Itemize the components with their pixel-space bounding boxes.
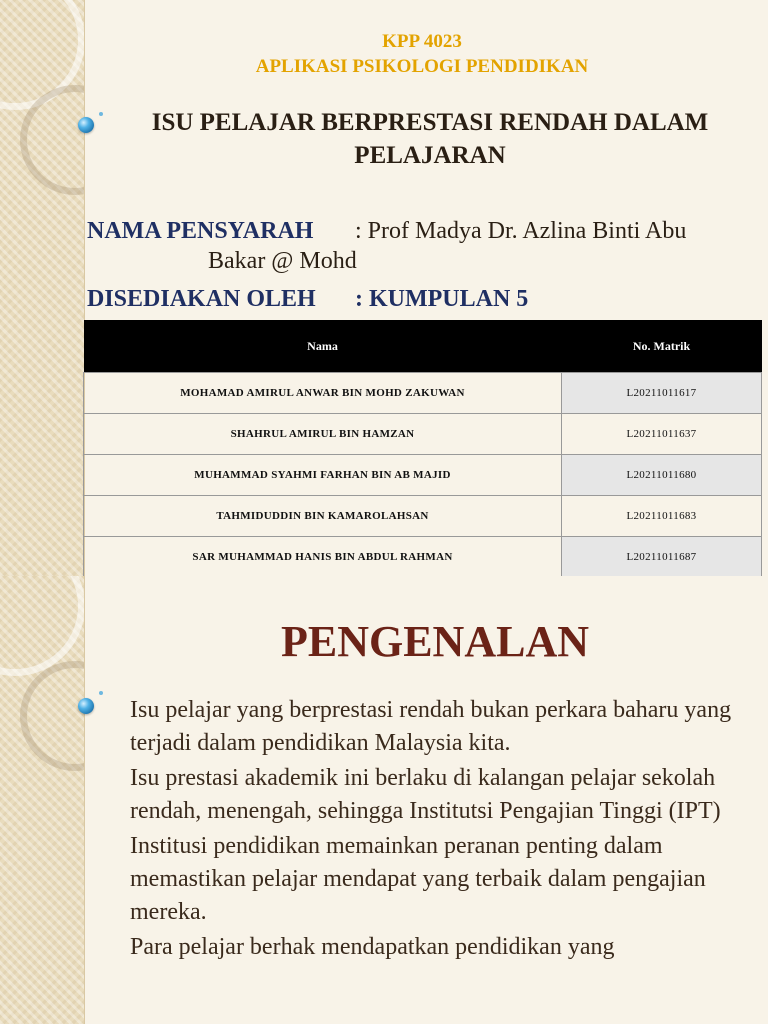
presentation-title (100, 106, 760, 172)
decorative-side-strip (0, 576, 85, 1024)
decorative-ring (20, 661, 85, 771)
student-name: SAR MUHAMMAD HANIS BIN ABDUL RAHMAN (84, 537, 562, 577)
lecturer-value-line-2: Bakar @ Mohd (208, 248, 357, 274)
prepared-by-label: DISEDIAKAN OLEH (87, 286, 316, 312)
table-header-row (84, 320, 762, 373)
student-matric: L20211011637 (562, 414, 762, 455)
course-code: KPP 4023 (382, 31, 462, 52)
bullet-orb-icon (78, 117, 94, 133)
slide-introduction (0, 576, 768, 1024)
column-header-matric: No. Matrik (562, 320, 762, 373)
student-table (83, 320, 762, 576)
lecturer-label: NAMA PENSYARAH (87, 218, 314, 244)
bullet-orb-icon (78, 698, 94, 714)
table-row (84, 496, 762, 537)
table-row (84, 455, 762, 496)
paragraph: Isu prestasi akademik ini berlaku di kalangan pelajar sekolah rendah, menengah, sehingga Institutsi Pengajian Tinggi (IPT) (130, 765, 721, 824)
student-name: TAHMIDUDDIN BIN KAMAROLAHSAN (84, 496, 562, 537)
student-name: MOHAMAD AMIRUL ANWAR BIN MOHD ZAKUWAN (84, 373, 562, 414)
paragraph: Isu pelajar yang berprestasi rendah bukan perkara baharu yang terjadi dalam pendidikan Malaysia kita. (130, 697, 732, 756)
title-line-2: PELAJARAN (354, 142, 506, 169)
table-row (84, 373, 762, 414)
student-name: MUHAMMAD SYAHMI FARHAN BIN AB MAJID (84, 455, 562, 496)
table-row (84, 537, 762, 577)
paragraph: Para pelajar berhak mendapatkan pendidikan yang (130, 934, 615, 960)
student-matric: L20211011687 (562, 537, 762, 577)
intro-paragraphs (130, 694, 750, 966)
title-line-1: ISU PELAJAR BERPRESTASI RENDAH DALAM (151, 109, 709, 136)
course-name: APLIKASI PSIKOLOGI PENDIDIKAN (255, 56, 589, 77)
small-dot-icon (99, 691, 103, 695)
prepared-by-value: : KUMPULAN 5 (355, 286, 529, 312)
student-matric: L20211011683 (562, 496, 762, 537)
student-name: SHAHRUL AMIRUL BIN HAMZAN (84, 414, 562, 455)
section-heading: PENGENALAN (280, 617, 590, 666)
lecturer-value-line-1: : Prof Madya Dr. Azlina Binti Abu (355, 218, 687, 244)
column-header-name: Nama (84, 320, 562, 373)
table-row (84, 414, 762, 455)
student-matric: L20211011617 (562, 373, 762, 414)
student-matric: L20211011680 (562, 455, 762, 496)
decorative-side-strip (0, 0, 85, 576)
paragraph: Institusi pendidikan memainkan peranan penting dalam memastikan pelajar mendapat yang terbaik dalam pengajian mereka. (130, 833, 706, 925)
